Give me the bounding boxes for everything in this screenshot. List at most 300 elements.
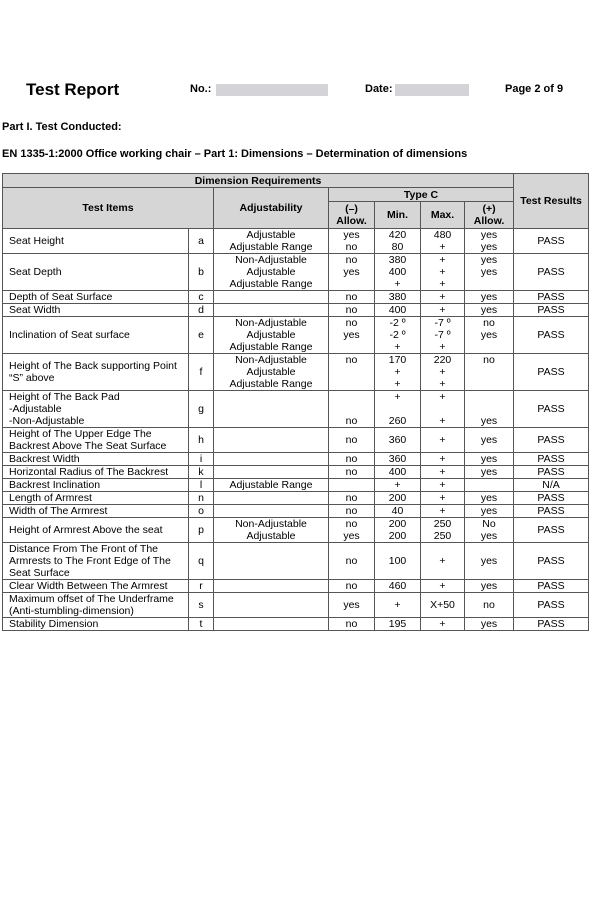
- min-cell-line: -2 º: [389, 329, 406, 341]
- code-cell: p: [189, 518, 214, 543]
- min-cell-line: 380: [388, 254, 407, 266]
- col-max-header: Max.: [421, 202, 465, 229]
- max-cell-line: +: [439, 434, 446, 446]
- adjustability-cell: [214, 479, 329, 492]
- allow-minus-cell: [329, 518, 375, 543]
- allow-plus-cell: [465, 304, 514, 317]
- min-cell: [375, 317, 421, 354]
- allow-plus-cell-line: yes: [480, 453, 498, 465]
- min-cell-line: [377, 403, 418, 415]
- min-cell: [375, 453, 421, 466]
- table-row: [3, 466, 589, 479]
- allow-minus-cell-line: [331, 341, 372, 353]
- code-cell: l: [189, 479, 214, 492]
- result-cell: PASS: [514, 466, 589, 479]
- allow-plus-cell-line: yes: [480, 618, 498, 630]
- adjustability-cell-line: [216, 580, 326, 592]
- code-cell: i: [189, 453, 214, 466]
- allow-minus-cell: [329, 479, 375, 492]
- min-cell-line: 40: [391, 505, 404, 517]
- allow-minus-cell-line: [331, 391, 372, 403]
- result-cell: PASS: [514, 453, 589, 466]
- max-cell: [421, 518, 465, 543]
- min-cell-line: 360: [388, 453, 407, 465]
- min-cell: [375, 618, 421, 631]
- adjustability-cell-line: [216, 492, 326, 504]
- col-adjustability-header: Adjustability: [214, 188, 329, 229]
- min-cell-line: 420: [388, 229, 407, 241]
- date-label: Date:: [365, 83, 393, 95]
- allow-minus-cell-line: yes: [343, 530, 360, 542]
- max-cell-line: +: [439, 378, 446, 390]
- allow-minus-cell-line: [331, 278, 372, 290]
- min-cell: [375, 229, 421, 254]
- allow-plus-cell-line: yes: [480, 241, 498, 253]
- adjustability-cell: [214, 291, 329, 304]
- max-cell-line: +: [439, 618, 446, 630]
- adjustability-cell-line: Adjustable: [246, 530, 296, 542]
- allow-plus-cell-line: yes: [480, 304, 498, 316]
- adjustability-cell-line: Non-Adjustable: [235, 254, 307, 266]
- min-cell-line: +: [394, 378, 401, 390]
- max-cell-line: +: [439, 241, 446, 253]
- allow-plus-cell-line: yes: [480, 415, 498, 427]
- allow-plus-cell: [465, 618, 514, 631]
- min-cell-line: 200: [388, 518, 407, 530]
- allow-minus-cell: [329, 229, 375, 254]
- min-cell: [375, 466, 421, 479]
- allow-minus-cell-line: yes: [343, 329, 360, 341]
- code-cell: f: [189, 354, 214, 391]
- min-cell: [375, 492, 421, 505]
- table-row: [3, 453, 589, 466]
- part-title: Part I. Test Conducted:: [2, 121, 122, 133]
- allow-minus-cell-line: no: [345, 254, 358, 266]
- adjustability-cell: [214, 304, 329, 317]
- page-number: Page 2 of 9: [505, 83, 564, 95]
- code-cell: h: [189, 428, 214, 453]
- result-cell: PASS: [514, 492, 589, 505]
- result-cell: N/A: [514, 479, 589, 492]
- min-cell: [375, 304, 421, 317]
- adjustability-cell-line: Adjustable Range: [229, 378, 313, 390]
- allow-minus-cell: [329, 453, 375, 466]
- allow-plus-cell-line: [467, 278, 511, 290]
- max-cell-line: +: [439, 479, 446, 491]
- test-item-cell: Inclination of Seat surface: [3, 317, 189, 354]
- allow-plus-cell-line: yes: [480, 505, 498, 517]
- adjustability-cell: [214, 466, 329, 479]
- adjustability-cell-line: Non-Adjustable: [235, 354, 307, 366]
- allow-minus-cell-line: [331, 378, 372, 390]
- max-cell: [421, 254, 465, 291]
- result-cell: PASS: [514, 580, 589, 593]
- adjustability-cell-line: [216, 599, 326, 611]
- adjustability-cell-line: Adjustable: [246, 229, 296, 241]
- allow-minus-cell-line: no: [345, 291, 358, 303]
- allow-plus-cell-line: No: [482, 518, 496, 530]
- code-cell: r: [189, 580, 214, 593]
- code-cell: d: [189, 304, 214, 317]
- allow-plus-cell-line: yes: [480, 466, 498, 478]
- allow-minus-cell: [329, 317, 375, 354]
- code-cell: k: [189, 466, 214, 479]
- allow-plus-cell-line: yes: [480, 492, 498, 504]
- max-cell: [421, 229, 465, 254]
- test-item-cell: Distance From The Front of The Armrests to The Front Edge of The Seat Surface: [3, 543, 189, 580]
- report-title: Test Report: [26, 80, 120, 99]
- max-cell-line: +: [439, 415, 446, 427]
- adjustability-cell-line: [216, 466, 326, 478]
- allow-plus-cell: [465, 543, 514, 580]
- adjustability-cell: [214, 317, 329, 354]
- allow-plus-cell-line: yes: [480, 254, 498, 266]
- min-cell-line: 170: [388, 354, 407, 366]
- test-item-cell: Length of Armrest: [3, 492, 189, 505]
- adjustability-cell: [214, 505, 329, 518]
- code-cell: g: [189, 391, 214, 428]
- adjustability-cell-line: [216, 291, 326, 303]
- result-cell: PASS: [514, 505, 589, 518]
- allow-plus-cell-line: yes: [480, 329, 498, 341]
- test-item-cell: Backrest Inclination: [3, 479, 189, 492]
- min-cell: [375, 580, 421, 593]
- max-cell-line: +: [439, 278, 446, 290]
- redacted-date: [395, 84, 469, 96]
- adjustability-cell: [214, 580, 329, 593]
- test-item-cell: Seat Width: [3, 304, 189, 317]
- allow-plus-cell-line: yes: [480, 434, 498, 446]
- allow-plus-cell-line: yes: [480, 291, 498, 303]
- max-cell-line: -7 º: [434, 317, 451, 329]
- col-minus-header: (–) Allow.: [329, 202, 375, 229]
- allow-plus-cell: [465, 291, 514, 304]
- table-row: [3, 291, 589, 304]
- allow-minus-cell-line: no: [345, 434, 358, 446]
- allow-plus-cell-line: yes: [480, 266, 498, 278]
- adjustability-cell-line: Adjustable Range: [229, 341, 313, 353]
- min-cell-line: 380: [388, 291, 407, 303]
- max-cell-line: +: [439, 505, 446, 517]
- allow-plus-cell: [465, 254, 514, 291]
- allow-minus-cell-line: [331, 366, 372, 378]
- max-cell: [421, 505, 465, 518]
- table-row: [3, 580, 589, 593]
- allow-minus-cell-line: no: [345, 241, 358, 253]
- allow-minus-cell: [329, 580, 375, 593]
- code-cell: e: [189, 317, 214, 354]
- max-cell-line: +: [439, 266, 446, 278]
- min-cell-line: 200: [388, 530, 407, 542]
- allow-minus-cell-line: no: [345, 317, 358, 329]
- adjustability-cell: [214, 543, 329, 580]
- min-cell-line: -2 º: [389, 317, 406, 329]
- max-cell: [421, 618, 465, 631]
- allow-plus-cell: [465, 492, 514, 505]
- test-item-cell: Clear Width Between The Armrest: [3, 580, 189, 593]
- min-cell-line: 200: [388, 492, 407, 504]
- result-cell: PASS: [514, 304, 589, 317]
- allow-plus-cell: [465, 479, 514, 492]
- adjustability-cell: [214, 229, 329, 254]
- min-cell-line: 195: [388, 618, 407, 630]
- min-cell: [375, 518, 421, 543]
- min-cell: [375, 479, 421, 492]
- allow-plus-cell-line: yes: [480, 229, 498, 241]
- max-cell: [421, 291, 465, 304]
- min-cell-line: 80: [391, 241, 404, 253]
- redacted-report-number: [216, 84, 328, 96]
- adjustability-cell-line: [216, 403, 326, 415]
- allow-plus-cell: [465, 505, 514, 518]
- min-cell-line: +: [394, 366, 401, 378]
- allow-plus-cell: [465, 466, 514, 479]
- adjustability-cell-line: [216, 618, 326, 630]
- min-cell-line: +: [394, 278, 401, 290]
- max-cell: [421, 453, 465, 466]
- max-cell-line: +: [439, 391, 446, 403]
- adjustability-cell-line: [216, 555, 326, 567]
- code-cell: n: [189, 492, 214, 505]
- min-cell-line: +: [394, 479, 401, 491]
- max-cell-line: +: [439, 453, 446, 465]
- min-cell-line: +: [394, 599, 401, 611]
- adjustability-cell-line: Adjustable: [246, 266, 296, 278]
- max-cell: [421, 466, 465, 479]
- max-cell: [421, 304, 465, 317]
- max-cell: [421, 543, 465, 580]
- min-cell: [375, 391, 421, 428]
- col-items-header: Test Items: [3, 188, 214, 229]
- min-cell: [375, 254, 421, 291]
- min-cell: [375, 593, 421, 618]
- max-cell: [421, 580, 465, 593]
- adjustability-cell-line: Non-Adjustable: [235, 317, 307, 329]
- allow-minus-cell: [329, 354, 375, 391]
- test-item-cell: Depth of Seat Surface: [3, 291, 189, 304]
- test-item-cell: Horizontal Radius of The Backrest: [3, 466, 189, 479]
- max-cell-line: +: [439, 492, 446, 504]
- min-cell-line: +: [394, 391, 401, 403]
- group-header: Dimension Requirements: [3, 174, 514, 188]
- allow-plus-cell-line: no: [483, 599, 495, 611]
- result-cell: PASS: [514, 354, 589, 391]
- table-row: [3, 593, 589, 618]
- allow-minus-cell: [329, 304, 375, 317]
- max-cell-line: +: [439, 304, 446, 316]
- allow-minus-cell-line: yes: [343, 229, 360, 241]
- adjustability-cell-line: Adjustable: [246, 366, 296, 378]
- allow-plus-cell: [465, 428, 514, 453]
- adjustability-cell: [214, 391, 329, 428]
- allow-plus-cell: [465, 580, 514, 593]
- code-cell: a: [189, 229, 214, 254]
- allow-minus-cell: [329, 391, 375, 428]
- table-row: [3, 254, 589, 291]
- allow-minus-cell-line: no: [345, 492, 358, 504]
- allow-plus-cell: [465, 593, 514, 618]
- allow-minus-cell-line: no: [345, 304, 358, 316]
- test-item-cell: Height of The Back supporting Point “S” above: [3, 354, 189, 391]
- test-item-cell: Seat Height: [3, 229, 189, 254]
- table-row: [3, 428, 589, 453]
- min-cell-line: 400: [388, 266, 407, 278]
- allow-minus-cell-line: no: [345, 580, 358, 592]
- table-row: [3, 354, 589, 391]
- allow-minus-cell-line: no: [345, 354, 358, 366]
- max-cell-line: X+50: [430, 599, 455, 611]
- allow-plus-cell: [465, 317, 514, 354]
- result-cell: PASS: [514, 428, 589, 453]
- col-results-header: Test Results: [514, 174, 589, 229]
- report-number-label: No.:: [190, 83, 212, 95]
- min-cell-line: +: [394, 341, 401, 353]
- min-cell-line: 100: [388, 555, 407, 567]
- table-row: [3, 479, 589, 492]
- min-cell-line: 260: [388, 415, 407, 427]
- allow-plus-cell-line: no: [483, 317, 495, 329]
- allow-plus-cell-line: [467, 403, 511, 415]
- max-cell-line: -7 º: [434, 329, 451, 341]
- col-min-header: Min.: [375, 202, 421, 229]
- min-cell-line: 400: [388, 466, 407, 478]
- min-cell-line: 360: [388, 434, 407, 446]
- allow-minus-cell-line: yes: [343, 266, 360, 278]
- result-cell: PASS: [514, 593, 589, 618]
- report-header: [0, 80, 600, 102]
- max-cell: [421, 354, 465, 391]
- adjustability-cell: [214, 618, 329, 631]
- table-row: [3, 317, 589, 354]
- test-item-cell: Maximum offset of The Underframe (Anti-stumbling-dimension): [3, 593, 189, 618]
- col-plus-header: (+) Allow.: [465, 202, 514, 229]
- code-cell: b: [189, 254, 214, 291]
- max-cell-line: 250: [433, 530, 452, 542]
- max-cell: [421, 593, 465, 618]
- result-cell: PASS: [514, 229, 589, 254]
- max-cell-line: +: [439, 341, 446, 353]
- max-cell-line: +: [439, 291, 446, 303]
- table-row: [3, 543, 589, 580]
- min-cell-line: 400: [388, 304, 407, 316]
- max-cell-line: +: [439, 555, 446, 567]
- allow-plus-cell-line: no: [483, 354, 495, 366]
- allow-plus-cell-line: yes: [480, 580, 498, 592]
- min-cell: [375, 505, 421, 518]
- allow-plus-cell: [465, 229, 514, 254]
- allow-plus-cell-line: yes: [480, 555, 498, 567]
- allow-minus-cell: [329, 492, 375, 505]
- test-item-cell: Seat Depth: [3, 254, 189, 291]
- test-item-cell: Width of The Armrest: [3, 505, 189, 518]
- adjustability-cell: [214, 254, 329, 291]
- result-cell: PASS: [514, 391, 589, 428]
- allow-minus-cell-line: no: [345, 453, 358, 465]
- allow-minus-cell: [329, 505, 375, 518]
- table-row: [3, 229, 589, 254]
- adjustability-cell-line: [216, 434, 326, 446]
- min-cell-line: 460: [388, 580, 407, 592]
- allow-plus-cell-line: [467, 391, 511, 403]
- allow-minus-cell-line: [331, 479, 372, 491]
- allow-minus-cell-line: yes: [343, 599, 360, 611]
- table-row: [3, 391, 589, 428]
- allow-minus-cell: [329, 618, 375, 631]
- min-cell: [375, 291, 421, 304]
- adjustability-cell: [214, 428, 329, 453]
- result-cell: PASS: [514, 317, 589, 354]
- type-header: Type C: [329, 188, 514, 202]
- code-cell: s: [189, 593, 214, 618]
- adjustability-cell: [214, 518, 329, 543]
- test-item-cell: Height of The Upper Edge The Backrest Above The Seat Surface: [3, 428, 189, 453]
- min-cell: [375, 543, 421, 580]
- test-item-cell: Height of The Back Pad -Adjustable -Non-Adjustable: [3, 391, 189, 428]
- max-cell-line: +: [439, 254, 446, 266]
- allow-minus-cell-line: [331, 403, 372, 415]
- result-cell: PASS: [514, 254, 589, 291]
- adjustability-cell-line: Adjustable: [246, 329, 296, 341]
- adjustability-cell-line: Adjustable Range: [229, 278, 313, 290]
- table-row: [3, 505, 589, 518]
- table-row: [3, 618, 589, 631]
- adjustability-cell-line: [216, 453, 326, 465]
- max-cell-line: +: [439, 580, 446, 592]
- adjustability-cell-line: [216, 505, 326, 517]
- allow-plus-cell: [465, 518, 514, 543]
- max-cell-line: 480: [433, 229, 452, 241]
- max-cell-line: [423, 403, 462, 415]
- adjustability-cell: [214, 492, 329, 505]
- result-cell: PASS: [514, 618, 589, 631]
- min-cell: [375, 428, 421, 453]
- table-row: [3, 518, 589, 543]
- result-cell: PASS: [514, 543, 589, 580]
- allow-minus-cell: [329, 543, 375, 580]
- max-cell-line: +: [439, 366, 446, 378]
- adjustability-cell-line: Non-Adjustable: [235, 518, 307, 530]
- allow-minus-cell-line: no: [345, 518, 358, 530]
- max-cell: [421, 492, 465, 505]
- allow-minus-cell: [329, 466, 375, 479]
- max-cell-line: 250: [433, 518, 452, 530]
- allow-plus-cell: [465, 391, 514, 428]
- allow-minus-cell-line: no: [345, 555, 358, 567]
- code-cell: t: [189, 618, 214, 631]
- allow-minus-cell: [329, 593, 375, 618]
- allow-plus-cell-line: [467, 341, 511, 353]
- code-cell: o: [189, 505, 214, 518]
- allow-plus-cell-line: [467, 366, 511, 378]
- allow-minus-cell: [329, 254, 375, 291]
- max-cell: [421, 391, 465, 428]
- test-item-cell: Stability Dimension: [3, 618, 189, 631]
- adjustability-cell: [214, 593, 329, 618]
- code-cell: c: [189, 291, 214, 304]
- adjustability-cell-line: Adjustable Range: [229, 479, 313, 491]
- allow-plus-cell-line: [467, 378, 511, 390]
- allow-minus-cell-line: no: [345, 505, 358, 517]
- code-cell: q: [189, 543, 214, 580]
- adjustability-cell-line: Adjustable Range: [229, 241, 313, 253]
- allow-minus-cell-line: no: [345, 618, 358, 630]
- allow-minus-cell: [329, 291, 375, 304]
- allow-plus-cell: [465, 354, 514, 391]
- max-cell-line: +: [439, 466, 446, 478]
- test-item-cell: Backrest Width: [3, 453, 189, 466]
- result-cell: PASS: [514, 518, 589, 543]
- allow-plus-cell: [465, 453, 514, 466]
